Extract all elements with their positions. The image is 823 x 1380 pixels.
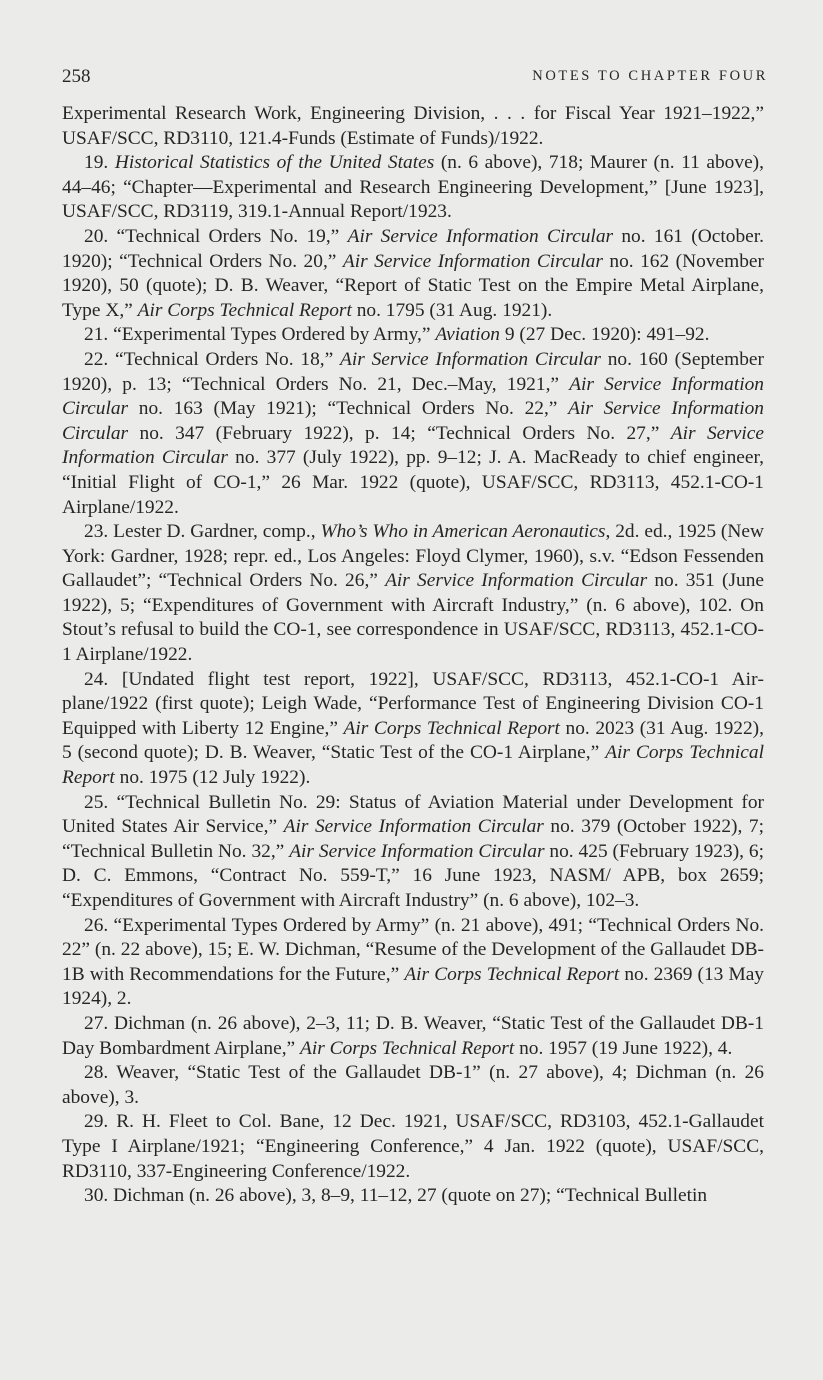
note-text: 20. “Technical Orders No. 19,” (84, 225, 348, 247)
note-italic-title: Air Corps Technical Report (62, 742, 764, 789)
note-text: no. 1975 (12 July 1922). (114, 767, 311, 789)
note-italic-title: Air Service Information Circular (385, 570, 648, 592)
note-text: no. 160 (September 1920), p. 13; “Technical Orders No. 21, Dec.–May, 1921,” (62, 348, 764, 395)
note-continuation (62, 102, 764, 151)
note-italic-title: Air Service Information Circular (342, 250, 603, 272)
note-text: no. 2369 (13 May 1924), 2. (62, 963, 765, 1010)
running-head: NOTES TO CHAPTER FOUR (532, 68, 768, 84)
note-23 (62, 520, 764, 668)
note-text: 29. R. H. Fleet to Col. Bane, 12 Dec. 1921, USAF/SCC, RD3103, 452.1-Gallaudet Type I Airplane/1921; “Engineering Conference,” 4 Jan. 1922 (quote), USAF/SCC, RD3110, 337-Engineering Conference/1922. (62, 1111, 764, 1182)
note-text: no. 351 (June 1922), 5; “Expenditures of Government with Aircraft Industry,” (n. 6 above), 102. On Stout’s refusal to build the CO-1, see correspondence in USAF/SCC, RD3113, 452.1-CO-1 Airplane/1922. (62, 570, 764, 666)
note-italic-title: Air Service Information Circular (62, 398, 764, 444)
note-italic-title: Air Corps Technical Report (343, 717, 560, 739)
note-text: no. 2023 (31 Aug. 1922), 5 (second quote); D. B. Weaver, “Static Test of the CO-1 Airplane,” (62, 717, 764, 764)
note-text: , 2d. ed., 1925 (New York: Gardner, 1928; repr. ed., Los Angeles: Floyd Clymer, 1960), s.v. “Edson Fessenden Gallaudet”; “Technical Orders No. 26,” (62, 521, 765, 592)
note-21 (62, 323, 764, 348)
page-number: 258 (62, 66, 91, 87)
note-italic-title: Air Corps Technical Report (300, 1037, 515, 1059)
note-text: 25. “Technical Bulletin No. 29: Status of Aviation Material under Development for United States Air Service,” (62, 791, 764, 838)
note-italic-title: Air Service Information Circular (62, 422, 765, 469)
page-header (62, 66, 768, 90)
note-italic-title: Air Service Information Circular (62, 373, 764, 420)
note-24 (62, 668, 764, 791)
note-text: no. 1795 (31 Aug. 1921). (351, 299, 553, 321)
note-text: Experimental Research Work, Engineering Division, . . . for Fiscal Year 1921–1922,” USAF/SCC, RD3110, 121.4-Funds (Estimate of Funds)/1922. (62, 103, 764, 149)
note-text: no. 379 (October 1922), 7; “Technical Bulletin No. 32,” (62, 816, 764, 862)
note-text: 28. Weaver, “Static Test of the Gallaudet DB-1” (n. 27 above), 4; Dichman (n. 26 above), 3. (62, 1062, 764, 1108)
note-text: no. 163 (May 1921); “Technical Orders No. 22,” (128, 398, 569, 420)
note-25 (62, 791, 764, 914)
endnotes-body (62, 102, 764, 1209)
note-italic-title: Historical Statistics of the United States (114, 152, 435, 174)
note-italic-title: Aviation (435, 324, 500, 346)
note-italic-title: Air Service Information Circular (283, 816, 544, 838)
note-26 (62, 914, 764, 1012)
note-text: no. 425 (February 1923), 6; D. C. Emmons, “Contract No. 559-T,” 16 June 1923, NASM/ APB, box 2659; “Expenditures of Government with Aircraft Industry” (n. 6 above), 102–3. (62, 840, 764, 911)
note-text: (n. 6 above), 718; Maurer (n. 11 above), 44–46; “Chapter—Experimental and Research Engineering Development,” [June 1923], USAF/SCC, RD3119, 319.1-Annual Report/1923. (62, 152, 764, 223)
note-text: no. 377 (July 1922), pp. 9–12; J. A. MacReady to chief engineer, “Initial Flight of CO-1,” 26 Mar. 1922 (quote), USAF/SCC, RD3113, 452.1-CO-1 Airplane/1922. (62, 447, 765, 518)
note-28 (62, 1061, 764, 1110)
note-italic-title: Air Corps Technical Report (404, 963, 620, 985)
note-text: no. 161 (October. 1920); “Technical Orders No. 20,” (62, 225, 764, 272)
note-italic-title: Air Service Information Circular (289, 840, 545, 862)
note-italic-title: Air Service Information Circular (347, 225, 614, 247)
note-text: 30. Dichman (n. 26 above), 3, 8–9, 11–12, 27 (quote on 27); “Technical Bulletin (84, 1185, 708, 1207)
note-italic-title: Air Corps Technical Report (137, 299, 352, 321)
note-29 (62, 1110, 764, 1184)
note-27 (62, 1012, 764, 1061)
note-text: no. 347 (February 1922), p. 14; “Technical Orders No. 27,” (128, 422, 671, 444)
note-text: 27. Dichman (n. 26 above), 2–3, 11; D. B. Weaver, “Static Test of the Gallaudet DB-1 Day Bombardment Airplane,” (62, 1012, 764, 1059)
note-text: no. 162 (November 1920), 50 (quote); D. B. Weaver, “Report of Static Test on the Empire Metal Airplane, Type X,” (62, 250, 764, 321)
note-30 (62, 1184, 764, 1209)
note-text: 24. [Undated flight test report, 1922], USAF/SCC, RD3113, 452.1-CO-1 Airplane/1922 (first quote); Leigh Wade, “Performance Test of Engineering Division CO-1 Equipped with Liberty 12 Engine,” (62, 668, 764, 739)
note-text: no. 1957 (19 June 1922), 4. (514, 1037, 733, 1059)
note-italic-title: Air Service Information Circular (340, 348, 601, 370)
note-text: 9 (27 Dec. 1920): 491–92. (499, 324, 710, 346)
note-text: 19. (84, 152, 115, 174)
note-20 (62, 225, 764, 323)
note-text: 21. “Experimental Types Ordered by Army,” (84, 324, 436, 346)
note-italic-title: Who’s Who in American Aeronautics (320, 521, 606, 543)
note-22 (62, 348, 764, 520)
note-text: 23. Lester D. Gardner, comp., (84, 521, 321, 543)
note-text: 22. “Technical Orders No. 18,” (84, 348, 341, 370)
note-19 (62, 151, 764, 225)
note-text: 26. “Experimental Types Ordered by Army” (n. 21 above), 491; “Technical Orders No. 22” (n. 22 above), 15; E. W. Dichman, “Resume of the Development of the Gallaudet DB-1B with Recommendations for the Future,” (62, 914, 764, 985)
